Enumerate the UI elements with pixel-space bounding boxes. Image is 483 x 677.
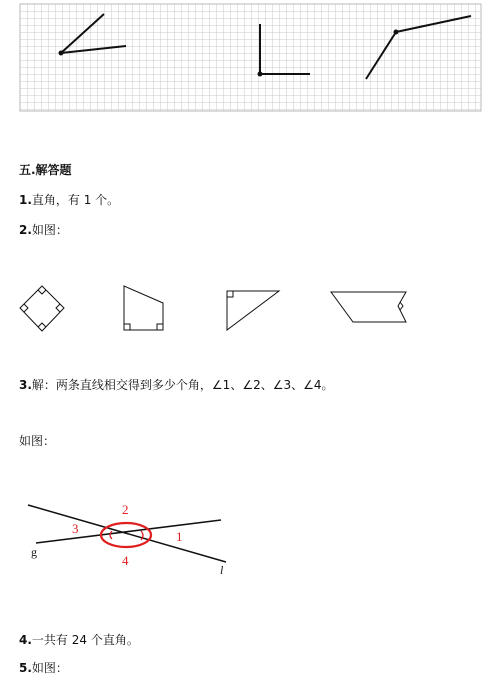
angle-label-3: 3	[72, 521, 79, 536]
answer-1-number: 1.	[19, 193, 32, 207]
answer-5	[19, 661, 68, 675]
answer-5-number: 5.	[19, 661, 32, 675]
answer-3-figure-caption: 如图：	[19, 434, 56, 448]
answer-4	[19, 633, 139, 647]
angle-label-1: 1	[176, 529, 183, 544]
angle-label-4: 4	[122, 553, 129, 568]
line-label-g: g	[31, 545, 37, 559]
answer-2-text: 如图：	[31, 223, 68, 237]
answer-4-number: 4.	[19, 633, 32, 647]
answer-5-text: 如图：	[31, 661, 68, 675]
answer-1-text: 直角，有 1 个。	[31, 193, 120, 207]
answer-3-number: 3.	[19, 378, 32, 392]
section-title: 五.解答题	[19, 163, 72, 177]
answer-4-text: 一共有 24 个直角。	[31, 633, 139, 647]
line-label-l: l	[220, 563, 224, 577]
angle-arc-left	[110, 531, 112, 539]
angle-label-2: 2	[122, 502, 129, 517]
answer-2-number: 2.	[19, 223, 32, 237]
answer-3-text: 解：两条直线相交得到多少个角，∠1、∠2、∠3、∠4。	[31, 378, 334, 392]
